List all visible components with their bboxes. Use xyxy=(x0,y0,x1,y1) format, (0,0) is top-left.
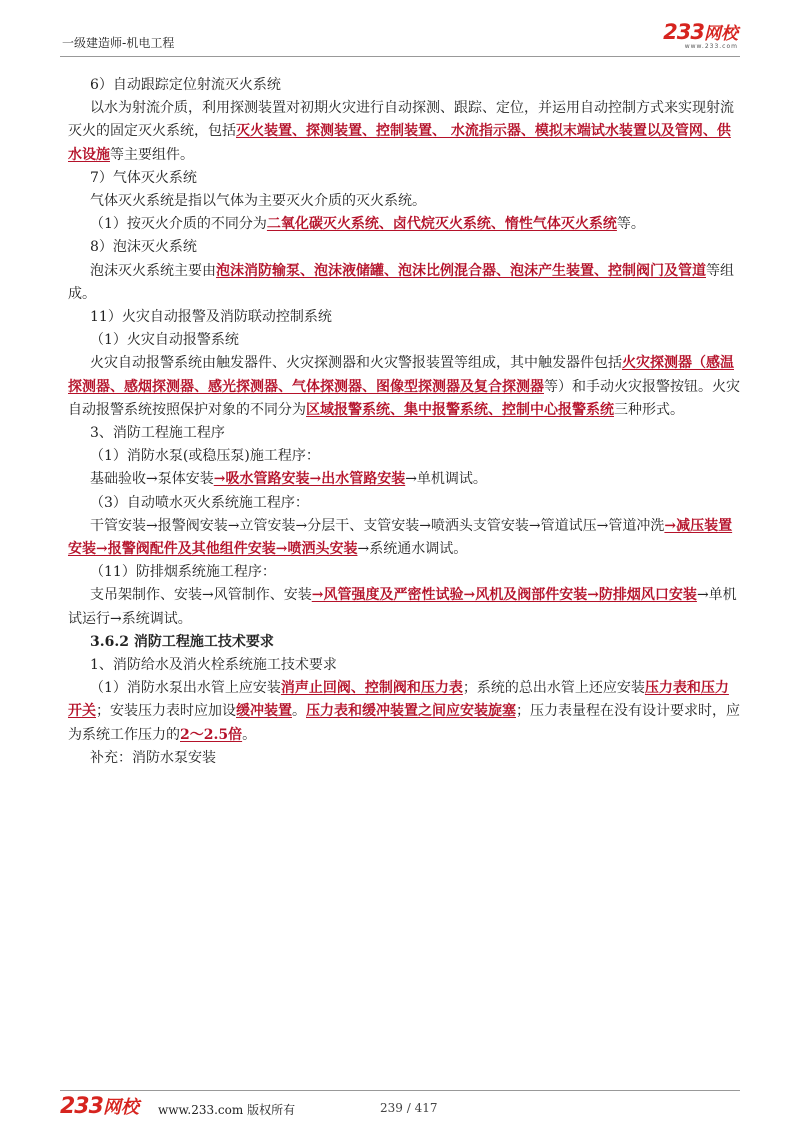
section-heading-technical-requirements: 3.6.2 消防工程施工技术要求 xyxy=(90,633,274,650)
page-header xyxy=(60,20,740,57)
heading-construction-procedure: 3、消防工程施工程序 xyxy=(90,425,225,442)
paragraph-pump-procedure: 基础验收→泵体安装→吸水管路安装→出水管路安装→单机调试。 xyxy=(90,471,487,488)
paragraph-auto-alarm: 火灾自动报警系统由触发器件、火灾探测器和火灾警报装置等组成，其中触发器件包括火灾探测器（感温探测器、感烟探测器、感光探测器、气体探测器、图像型探测器及复合探测器等）和手动火灾报警按钮。火灾自动报警系统按照保护对象的不同分为区域报警系统、集中报警系统、控制中心报警系统三种形式。 xyxy=(68,355,740,418)
heading-jet-system: 6）自动跟踪定位射流灭火系统 xyxy=(90,77,281,93)
paragraph-smoke-procedure: 支吊架制作、安装→风管制作、安装→风管强度及严密性试验→风机及阀部件安装→防排烟风口安装→单机试运行→系统调试。 xyxy=(68,587,737,627)
heading-smoke-procedure: （11）防排烟系统施工程序： xyxy=(90,564,276,581)
paragraph-foam-system: 泡沫灭火系统主要由泡沫消防输泵、泡沫液储罐、泡沫比例混合器、泡沫产生装置、控制阀门及管道等组成。 xyxy=(68,262,734,302)
heading-auto-alarm: （1）火灾自动报警系统 xyxy=(90,332,239,349)
document-body xyxy=(68,74,740,770)
footer-brand-logo: 233网校 xyxy=(60,1094,139,1119)
heading-gas-system: 7）气体灭火系统 xyxy=(90,169,197,186)
heading-fire-alarm: 11）火灾自动报警及消防联动控制系统 xyxy=(90,309,332,326)
heading-sprinkler-procedure: （3）自动喷水灭火系统施工程序： xyxy=(90,494,309,511)
footer-copyright: www.233.com 版权所有 xyxy=(158,1103,296,1117)
page-footer xyxy=(60,1090,740,1121)
paragraph-gas-types: （1）按灭火介质的不同分为二氧化碳灭火系统、卤代烷灭火系统、惰性气体灭火系统等。 xyxy=(90,216,645,233)
page-number: 239 / 417 xyxy=(380,1101,438,1115)
heading-hydrant-requirements: 1、消防给水及消火栓系统施工技术要求 xyxy=(90,657,337,674)
paragraph-hydrant-requirements: （1）消防水泵出水管上应安装消声止回阀、控制阀和压力表；系统的总出水管上还应安装压力表和压力开关；安装压力表时应加设缓冲装置。压力表和缓冲装置之间应安装旋塞；压力表量程在没有设计要求时，应为系统工作压力的2～2.5倍。 xyxy=(68,680,740,743)
header-title: 一级建造师-机电工程 xyxy=(62,36,175,50)
brand-logo: 233网校 www.233.com xyxy=(663,20,738,50)
heading-pump-procedure: （1）消防水泵(或稳压泵)施工程序： xyxy=(90,448,320,465)
paragraph-supplement: 补充：消防水泵安装 xyxy=(90,749,216,766)
paragraph-gas-definition: 气体灭火系统是指以气体为主要灭火介质的灭火系统。 xyxy=(90,193,426,210)
paragraph-jet-system: 以水为射流介质，利用探测装置对初期火灾进行自动探测、跟踪、定位，并运用自动控制方式来实现射流灭火的固定灭火系统，包括灭火装置、探测装置、控制装置、 水流指示器、模拟末端试水装置以及管网、供水设施等主要组件。 xyxy=(68,100,734,163)
heading-foam-system: 8）泡沫灭火系统 xyxy=(90,239,197,256)
paragraph-sprinkler-procedure: 干管安装→报警阀安装→立管安装→分层干、支管安装→喷洒头支管安装→管道试压→管道冲洗→减压装置安装→报警阀配件及其他组件安装→喷洒头安装→系统通水调试。 xyxy=(68,517,733,558)
